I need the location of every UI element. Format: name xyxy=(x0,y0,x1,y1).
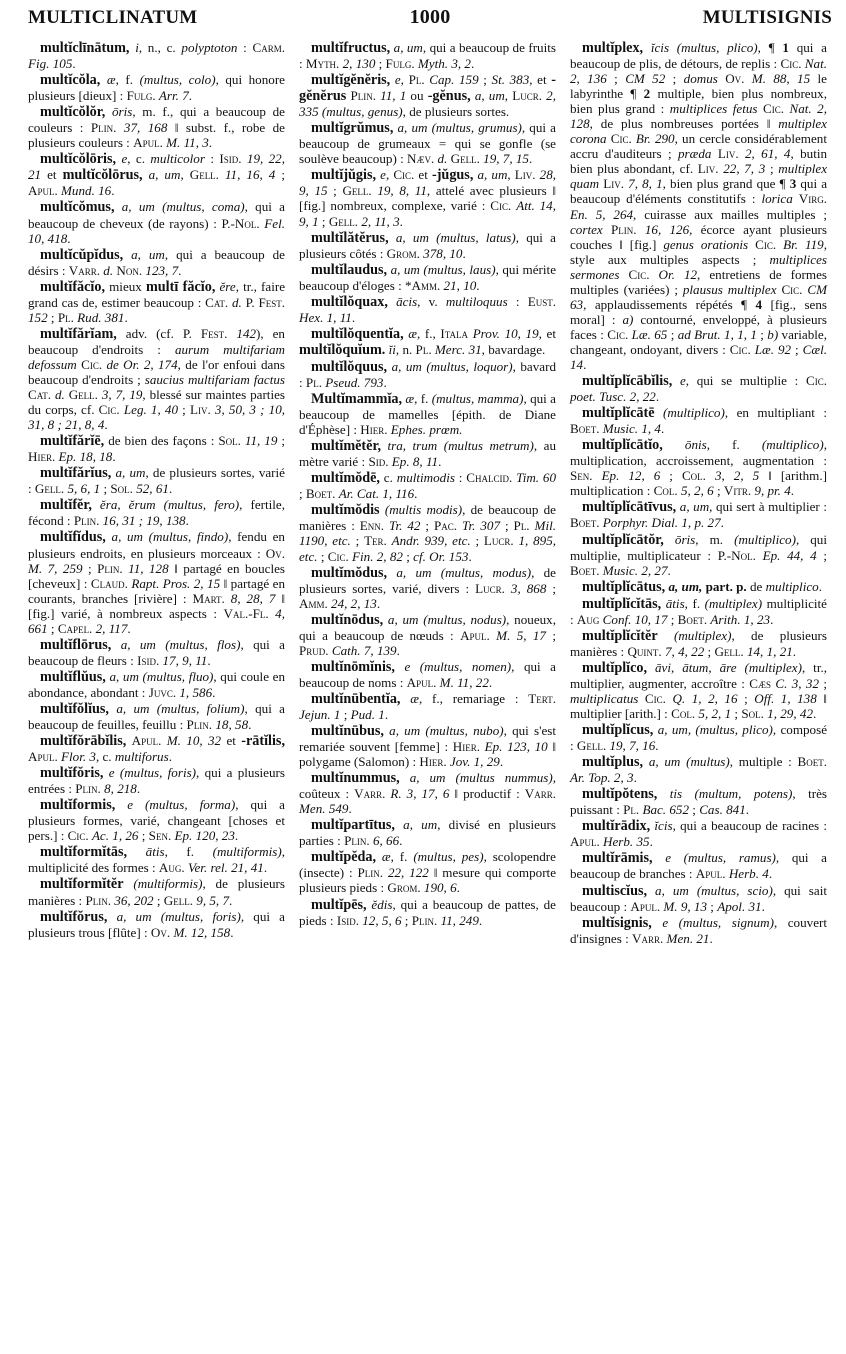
dictionary-entry: multĭplĭcĭtĕr (multiplex), de plusieurs manières : Quint. 7, 4, 22 ; Gell. 14, 1, 21. xyxy=(570,627,827,659)
dictionary-entry: multĭcŏlōris, e, c. multicolor : Isid. 19, 22, 21 et multĭcŏlōrus, a, um, Gell. 11, 16, 4 ; Apul. Mund. 16. xyxy=(28,151,286,199)
dictionary-entry: multĭsignis, e (multus, signum), couvert d'insignes : Varr. Men. 21. xyxy=(570,914,828,946)
column-1 xyxy=(28,40,285,947)
dictionary-entry: multĭfĭdus, a, um (multus, findo), fendu en plusieurs endroits, en plusieurs morceaux : Ov. M. 7, 259 ; Plin. 11, 128 ‖ partagé en boucles [cheveux] : Claud. Rapt. Pros. 2, 15 ‖ partagé en courants, branches [rivière] : Mart. 8, 28, 7 ‖ [fig.] varié, à nombreux aspects : Val.-Fl. 4, 661 ; Capel. 2, 117. xyxy=(28,529,286,636)
dictionary-entry: multĭplex, ĭcis (multus, plico), ¶ 1 qui a beaucoup de plis, de détours, de replis : Cic. Nat. 2, 136 ; CM 52 ; domus Ov. M. 88, 15 le labyrinthe ¶ 2 multiple, bien plus nombreux, bien plus grand : multiplices fetus Cic. Nat. 2, 128, de plus nombreuses portées ‖ multiplex corona Cic. Br. 290, un cercle considérablement accru d'auditeurs ; præda Liv. 2, 61, 4, butin bien plus abondant, cf. Liv. 22, 7, 3 ; multiplex quam Liv. 7, 8, 1, bien plus grand que ¶ 3 qui a beaucoup d'éléments constitutifs : lorica Virg. En. 5, 264, cuirasse aux mailles multiples ; cortex Plin. 16, 126, écorce ayant plusieurs couches ‖ [fig.] genus orationis Cic. Br. 119, style aux multiples aspects ; multiplices sermones Cic. Or. 12, entretiens de formes multiples (variées) ; plausus multiplex Cic. CM 63, applaudissements répétés ¶ 4 [fig., sens moral] : a) contourné, enveloppé, à plusieurs faces : Cic. Læ. 65 ; ad Brut. 1, 1, 1 ; b) variable, changeant, ondoyant, divers : Cic. Læ. 92 ; Cæl. 14. xyxy=(570,40,828,372)
dictionary-entry: multĭfărĭē, de bien des façons : Sol. 11, 19 ; Hier. Ep. 18, 18. xyxy=(28,433,286,465)
dictionary-entry: multĭformĭtās, ātis, f. (multiformis), multiplicité des formes : Aug. Ver. rel. 21, 41. xyxy=(28,844,285,876)
dictionary-entry: multĭplĭcĭtās, ātis, f. (multiplex) multiplicité : Aug Conf. 10, 17 ; Boet. Arith. 1, 23. xyxy=(570,595,827,627)
dictionary-entry: multĭlătĕrus, a, um (multus, latus), qui a plusieurs côtés : Grom. 378, 10. xyxy=(299,229,556,261)
dictionary-entry: Multĭmammĭa, æ, f. (multus, mamma), qui a beaucoup de mamelles [épith. de Diane d'Éphèse] : Hier. Ephes. prœm. xyxy=(299,391,556,438)
dictionary-entry: multiscĭus, a, um (multus, scio), qui sait beaucoup : Apul. M. 9, 13 ; Apol. 31. xyxy=(570,882,827,914)
dictionary-entry: multĭplĭcābĭlis, e, qui se multiplie : Cic. poet. Tusc. 2, 22. xyxy=(570,373,827,405)
dictionary-entry: multĭformĭtĕr (multiformis), de plusieurs manières : Plin. 36, 202 ; Gell. 9, 5, 7. xyxy=(28,876,285,908)
page-number: 1000 xyxy=(409,6,451,28)
dictionary-entry: multĭclīnātum, i, n., c. polyptoton : Carm. Fig. 105. xyxy=(28,40,285,72)
dictionary-entry: multĭplĭcātŏr, ōris, m. (multiplico), qui multiplie, multiplicateur : P.-Nol. Ep. 44, 4 ; Boet. Music. 2, 27. xyxy=(570,531,827,578)
dictionary-entry: multĭjŭgis, e, Cic. et -jŭgus, a, um, Liv. 28, 9, 15 ; Gell. 19, 8, 11, attelé avec plusieurs ‖ [fig.] nombreux, complexe, varié : Cic. Att. 14, 9, 1 ; Gell. 2, 11, 3. xyxy=(299,167,557,229)
dictionary-entry: multĭmŏdis (multis modis), de beaucoup de manières : Enn. Tr. 42 ; Pac. Tr. 307 ; Pl. Mil. 1190, etc. ; Ter. Andr. 939, etc. ; Lucr. 1, 895, etc. ; Cic. Fin. 2, 82 ; cf. Or. 153. xyxy=(299,502,557,564)
dictionary-entry: multĭfŏrābĭlis, Apul. M. 10, 32 et -rātĭlis, Apul. Flor. 3, c. multiforus. xyxy=(28,733,285,765)
dictionary-entry: multĭplĭcātīvus, a, um, qui sert à multiplier : Boet. Porphyr. Dial. 1, p. 27. xyxy=(570,499,827,531)
dictionary-entry: multĭcŏmus, a, um (multus, coma), qui a beaucoup de cheveux (de rayons) : P.-Nol. Fel. 10, 418. xyxy=(28,199,286,246)
dictionary-entry: multĭpŏtens, tis (multum, potens), très puissant : Pl. Bac. 652 ; Cas. 841. xyxy=(570,786,827,818)
dictionary-entry: multĭplĭcātĭo, ōnis, f. (multiplico), multiplication, accroissement, augmentation : Sen. Ep. 12, 6 ; Col. 3, 2, 5 ‖ [arithm.] multiplication : Col. 5, 2, 6 ; Vitr. 9, pr. 4. xyxy=(570,437,827,499)
dictionary-entry: multĭcŏlŏr, ōris, m. f., qui a beaucoup de couleurs : Plin. 37, 168 ‖ subst. f., robe de plusieurs couleurs : Apul. M. 11, 3. xyxy=(28,104,285,151)
dictionary-entry: multĭpartītus, a, um, divisé en plusieurs parties : Plin. 6, 66. xyxy=(299,817,556,849)
dictionary-entry: multĭnōmĭnis, e (multus, nomen), qui a beaucoup de noms : Apul. M. 11, 22. xyxy=(299,658,556,690)
dictionary-entry: multĭnummus, a, um (multus nummus), coûteux : Varr. R. 3, 17, 6 ‖ productif : Varr. Men. 549. xyxy=(299,770,556,817)
dictionary-entry: multĭmŏdus, a, um (multus, modus), de plusieurs sortes, varié, divers : Lucr. 3, 868 ; Amm. 24, 2, 13. xyxy=(299,564,557,611)
dictionary-entry: multĭflŭus, a, um (multus, fluo), qui coule en abondance, abondant : Juvc. 1, 586. xyxy=(28,668,285,700)
columns xyxy=(28,40,832,947)
dictionary-entry: multĭfŏris, e (multus, foris), qui a plusieurs entrées : Plin. 8, 218. xyxy=(28,765,285,797)
column-2 xyxy=(299,40,556,947)
dictionary-entry: multĭlaudus, a, um (multus, laus), qui mérite beaucoup d'éloges : *Amm. 21, 10. xyxy=(299,261,557,293)
dictionary-entry: multĭfŏrus, a, um (multus, foris), qui a plusieurs trous [flûte] : Ov. M. 12, 158. xyxy=(28,908,285,940)
dictionary-entry: multĭlŏquus, a, um (multus, loquor), bavard : Pl. Pseud. 793. xyxy=(299,358,556,390)
running-header xyxy=(28,6,832,36)
dictionary-entry: multĭgĕnĕris, e, Pl. Cap. 159 ; St. 383, et -gĕnĕrus Plin. 11, 1 ou -gĕnus, a, um, Lucr. 2, 335 (multus, genus), de plusieurs sortes. xyxy=(299,72,557,120)
dictionary-entry: multĭfăcĭo, mieux multī făcĭo, ĕre, tr., faire grand cas de, estimer beaucoup : Cat. d. P. Fest. 152 ; Pl. Rud. 381. xyxy=(28,278,286,325)
dictionary-entry: multĭfărĭus, a, um, de plusieurs sortes, varié : Gell. 5, 6, 1 ; Sol. 52, 61. xyxy=(28,465,285,497)
dictionary-entry: multĭplĭcus, a, um, (multus, plico), composé : Gell. 19, 7, 16. xyxy=(570,722,828,754)
dictionary-entry: multĭnōdus, a, um (multus, nodus), noueux, qui a beaucoup de nœuds : Apul. M. 5, 17 ; Prud. Cath. 7, 139. xyxy=(299,611,556,658)
dictionary-entry: multĭfructus, a, um, qui a beaucoup de fruits : Myth. 2, 130 ; Fulg. Myth. 3, 2. xyxy=(299,40,556,72)
dictionary-entry: multĭpĕda, æ, f. (multus, pes), scolopendre (insecte) : Plin. 22, 122 ‖ mesure qui comporte plusieurs pieds : Grom. 190, 6. xyxy=(299,849,557,896)
dictionary-entry: multĭformis, e (multus, forma), qui a plusieurs formes, varié, changeant [choses et pers.] : Cic. Ac. 1, 26 ; Sen. Ep. 120, 23. xyxy=(28,797,285,844)
dictionary-entry: multĭnūbus, a, um (multus, nubo), qui s'est remariée souvent [femme] : Hier. Ep. 123, 10 ‖ polygame (Salomon) : Hier. Jov. 1, 29. xyxy=(299,723,557,770)
dictionary-entry: multĭrāmis, e (multus, ramus), qui a beaucoup de branches : Apul. Herb. 4. xyxy=(570,850,827,882)
dictionary-entry: multĭplĭcātē (multiplico), en multipliant : Boet. Music. 1, 4. xyxy=(570,405,827,437)
dictionary-entry: multĭpēs, ĕdis, qui a beaucoup de pattes, de pieds : Isid. 12, 5, 6 ; Plin. 11, 249. xyxy=(299,896,556,928)
dictionary-entry: multĭcŭpĭdus, a, um, qui a beaucoup de désirs : Varr. d. Non. 123, 7. xyxy=(28,246,285,278)
dictionary-entry: multĭplus, a, um (multus), multiple : Boet. Ar. Top. 2, 3. xyxy=(570,754,828,786)
dictionary-entry: multĭlŏquentĭa, æ, f., Itala Prov. 10, 19, et multĭlŏquĭum. ĭi, n. Pl. Merc. 31, bavardage. xyxy=(299,325,556,358)
dictionary-entry: multĭfărĭam, adv. (cf. P. Fest. 142), en beaucoup d'endroits : aurum multifariam defossum Cic. de Or. 2, 174, de l'or enfoui dans beaucoup d'endroits ; saucius multifariam factus Cat. d. Gell. 3, 7, 19, blessé sur maintes parties du corps, cf. Cic. Leg. 1, 40 ; Liv. 3, 50, 3 ; 10, 31, 8 ; 21, 8, 4. xyxy=(28,325,286,433)
header-left-guide-word: MULTICLINATUM xyxy=(28,7,198,28)
dictionary-entry: multĭlŏquax, ācis, v. multiloquus : Eust. Hex. 1, 11. xyxy=(299,293,556,325)
dictionary-entry: multĭnūbentĭa, æ, f., remariage : Tert. Jejun. 1 ; Pud. 1. xyxy=(299,690,556,722)
header-right-guide-word: MULTISIGNIS xyxy=(702,7,832,28)
dictionary-entry: multĭrādix, ĭcis, qui a beaucoup de racines : Apul. Herb. 35. xyxy=(570,818,827,850)
dictionary-entry: multĭcŏla, æ, f. (multus, colo), qui honore plusieurs [dieux] : Fulg. Arr. 7. xyxy=(28,72,285,104)
dictionary-entry: multĭflōrus, a, um (multus, flos), qui a beaucoup de fleurs : Isid. 17, 9, 11. xyxy=(28,636,285,668)
dictionary-entry: multĭmŏdē, c. multimodis : Chalcid. Tim. 60 ; Boet. Ar. Cat. 1, 116. xyxy=(299,470,557,502)
dictionary-entry: multĭfŏlĭus, a, um (multus, folium), qui a beaucoup de feuilles, feuillu : Plin. 18, 58. xyxy=(28,700,285,733)
dictionary-entry: multĭplĭcātus, a, um, part. p. de multiplico. xyxy=(582,578,822,595)
dictionary-entry: multĭfĕr, ĕra, ĕrum (multus, fero), fertile, fécond : Plin. 16, 31 ; 19, 138. xyxy=(28,497,286,529)
dictionary-entry: multĭplĭco, āvi, ātum, āre (multiplex), tr., multiplier, augmenter, accroître : Cæs C. 3, 32 ; multiplicatus Cic. Q. 1, 2, 16 ; Off. 1, 138 ‖ multiplier [arith.] : Col. 5, 2, 1 ; Sol. 1, 29, 42. xyxy=(570,659,828,722)
dictionary-entry: multĭgrŭmus, a, um (multus, grumus), qui a beaucoup de grumeaux = qui se gonfle (se soulève beaucoup) : Næv. d. Gell. 19, 7, 15. xyxy=(299,120,556,167)
dictionary-entry: multĭmĕtĕr, tra, trum (multus metrum), au mètre varié : Sid. Ep. 8, 11. xyxy=(299,438,556,470)
column-3 xyxy=(570,40,827,947)
